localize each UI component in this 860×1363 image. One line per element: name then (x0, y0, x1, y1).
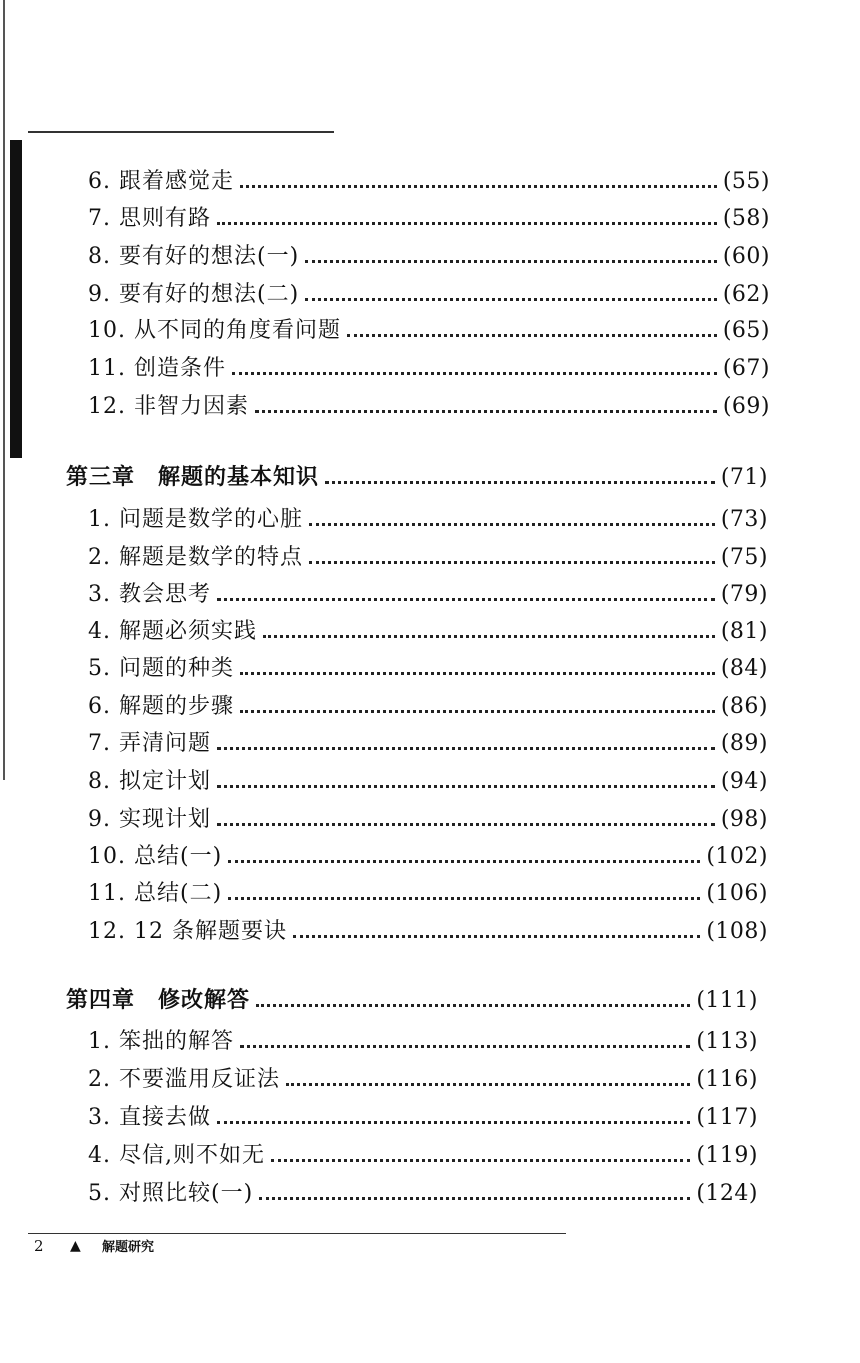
dot-leader (309, 541, 715, 575)
dot-leader (271, 1139, 690, 1173)
entry-page-number: (69) (722, 394, 770, 419)
entry-title: 1. 问题是数学的心脏 (88, 507, 303, 532)
dot-leader (240, 652, 715, 686)
toc-entry (88, 615, 768, 649)
toc-entry (88, 165, 770, 199)
entry-title: 11. 总结(二) (88, 881, 223, 906)
toc-entry (88, 1101, 758, 1135)
entry-page-number: (106) (706, 881, 768, 906)
dot-leader (293, 915, 700, 949)
entry-title: 4. 尽信,则不如无 (88, 1143, 265, 1168)
toc-entry (88, 840, 768, 874)
entry-page-number: (111) (696, 988, 758, 1013)
entry-page-number: (84) (720, 656, 768, 681)
toc-entry (88, 352, 770, 386)
triangle-icon: ▲ (70, 1237, 81, 1254)
chapter-entry (66, 461, 768, 495)
entry-title: 12. 12 条解题要诀 (88, 919, 287, 944)
toc-entry (88, 877, 768, 911)
entry-page-number: (117) (696, 1105, 758, 1130)
entry-page-number: (124) (696, 1181, 758, 1206)
entry-title: 8. 拟定计划 (88, 769, 211, 794)
dot-leader (347, 314, 717, 348)
dot-leader (228, 840, 700, 874)
entry-title: 2. 解题是数学的特点 (88, 545, 303, 570)
entry-title: 6. 解题的步骤 (88, 694, 234, 719)
entry-title: 6. 跟着感觉走 (88, 169, 234, 194)
toc-entry (88, 390, 770, 424)
entry-page-number: (73) (720, 507, 768, 532)
entry-page-number: (116) (696, 1067, 758, 1092)
entry-page-number: (75) (720, 545, 768, 570)
entry-page-number: (81) (720, 619, 768, 644)
entry-page-number: (58) (722, 206, 770, 231)
dot-leader (232, 352, 717, 386)
entry-title: 3. 教会思考 (88, 582, 211, 607)
toc-entry (88, 915, 768, 949)
toc-entry (88, 727, 768, 761)
dot-leader (228, 877, 700, 911)
dot-leader (217, 727, 715, 761)
dot-leader (217, 765, 715, 799)
entry-title: 7. 弄清问题 (88, 731, 211, 756)
dot-leader (259, 1177, 690, 1211)
page-edge-line (3, 0, 5, 780)
entry-title: 10. 总结(一) (88, 844, 223, 869)
entry-title: 11. 创造条件 (88, 356, 226, 381)
entry-title: 4. 解题必须实践 (88, 619, 257, 644)
toc-entry (88, 278, 770, 312)
entry-page-number: (62) (722, 282, 770, 307)
toc-entry (88, 803, 768, 837)
entry-title: 9. 要有好的想法(二) (88, 282, 300, 307)
dot-leader (217, 803, 715, 837)
running-title: 解题研究 (102, 1240, 155, 1255)
page-number: 2 (34, 1236, 44, 1255)
entry-title: 7. 思则有路 (88, 206, 211, 231)
dot-leader (240, 690, 715, 724)
chapter-entry (66, 984, 758, 1018)
page-footer (34, 1236, 154, 1255)
entry-page-number: (67) (722, 356, 770, 381)
chapter-title: 第四章 修改解答 (66, 988, 251, 1013)
entry-title: 12. 非智力因素 (88, 394, 249, 419)
header-rule (28, 131, 334, 133)
dot-leader (305, 240, 717, 274)
dot-leader (305, 278, 717, 312)
entry-title: 2. 不要滥用反证法 (88, 1067, 280, 1092)
entry-title: 9. 实现计划 (88, 807, 211, 832)
toc-entry (88, 578, 768, 612)
toc-entry (88, 652, 768, 686)
toc-entry (88, 1139, 758, 1173)
entry-title: 1. 笨拙的解答 (88, 1029, 234, 1054)
entry-page-number: (65) (722, 318, 770, 343)
toc-entry (88, 240, 770, 274)
dot-leader (256, 984, 690, 1018)
entry-page-number: (60) (722, 244, 770, 269)
entry-title: 5. 对照比较(一) (88, 1181, 254, 1206)
entry-page-number: (89) (720, 731, 768, 756)
toc-entry (88, 1177, 758, 1211)
dot-leader (286, 1063, 690, 1097)
entry-page-number: (119) (696, 1143, 758, 1168)
dot-leader (309, 503, 715, 537)
dot-leader (240, 1025, 690, 1059)
dot-leader (217, 578, 715, 612)
entry-page-number: (98) (720, 807, 768, 832)
entry-page-number: (79) (720, 582, 768, 607)
toc-entry (88, 1063, 758, 1097)
toc-entry (88, 541, 768, 575)
toc-entry (88, 503, 768, 537)
toc-entry (88, 314, 770, 348)
entry-title: 5. 问题的种类 (88, 656, 234, 681)
toc-entry (88, 690, 768, 724)
entry-page-number: (113) (696, 1029, 758, 1054)
entry-page-number: (86) (720, 694, 768, 719)
toc-entry (88, 202, 770, 236)
toc-entry (88, 765, 768, 799)
dot-leader (263, 615, 715, 649)
dot-leader (217, 202, 717, 236)
entry-page-number: (55) (722, 169, 770, 194)
dot-leader (325, 461, 715, 495)
entry-page-number: (102) (706, 844, 768, 869)
entry-title: 8. 要有好的想法(一) (88, 244, 300, 269)
entry-title: 10. 从不同的角度看问题 (88, 318, 341, 343)
entry-title: 3. 直接去做 (88, 1105, 211, 1130)
dot-leader (255, 390, 717, 424)
chapter-title: 第三章 解题的基本知识 (66, 465, 320, 490)
toc-entry (88, 1025, 758, 1059)
binding-shadow (10, 140, 22, 458)
footer-rule (28, 1233, 566, 1234)
dot-leader (240, 165, 717, 199)
entry-page-number: (94) (720, 769, 768, 794)
dot-leader (217, 1101, 690, 1135)
entry-page-number: (108) (706, 919, 768, 944)
entry-page-number: (71) (720, 465, 768, 490)
